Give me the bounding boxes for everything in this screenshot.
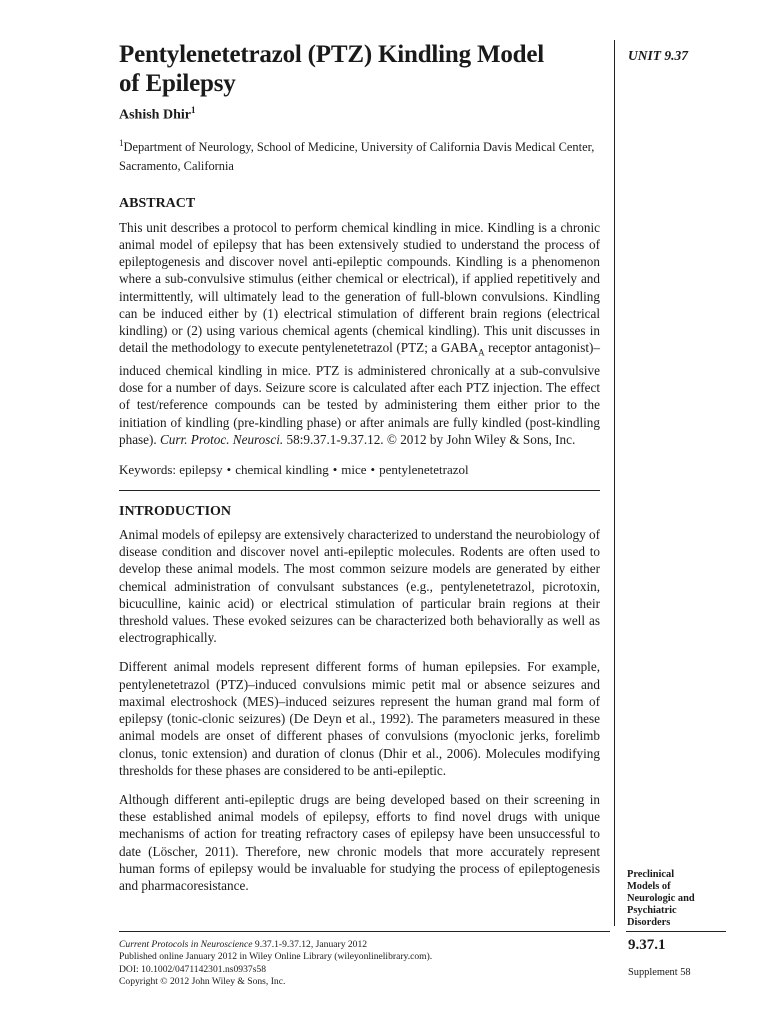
footer-divider [119, 931, 610, 932]
abstract-citation-rest: 58:9.37.1-9.37.12. © 2012 by John Wiley & Sons, Inc. [283, 431, 576, 447]
footer-divider-right [626, 931, 726, 932]
section-name-line: Psychiatric [627, 905, 677, 916]
affiliation-superscript: 1 [119, 137, 124, 148]
section-name-line: Disorders [627, 917, 671, 928]
section-name-line: Models of [627, 881, 671, 892]
section-name-line: Neurologic and [627, 893, 695, 904]
footer-journal: Current Protocols in Neuroscience [119, 939, 253, 950]
section-name [627, 869, 727, 929]
author-name: Ashish Dhir [119, 107, 191, 123]
abstract-text [119, 219, 600, 448]
keyword-item: mice [341, 462, 367, 478]
introduction-paragraph: Although different anti-epileptic drugs are being developed based on their screening in these established animal models of epilepsy, efforts to find novel drugs with unique mechanisms of action for treating refractory cases of epilepsy have been unsuccessful to date (Löscher, 2011). Therefore, new chronic models that more accurately represent human forms of epilepsy would be invaluable for studying the process of epileptogenesis and pharmacoresistance. [119, 791, 600, 893]
page-number: 9.37.1 [628, 937, 666, 953]
abstract-heading: ABSTRACT [119, 195, 196, 211]
keyword-item: chemical kindling [235, 462, 329, 478]
keyword-separator: • [370, 462, 376, 478]
section-name-line: Preclinical [627, 869, 675, 880]
affiliation-text: Department of Neurology, School of Medicine, University of California Davis Medical Center, Sacramento, California [119, 139, 595, 173]
affiliation [119, 134, 600, 176]
author-superscript: 1 [190, 105, 196, 115]
introduction-paragraph: Different animal models represent different forms of human epilepsies. For example, pentylenetetrazol (PTZ)–induced convulsions mimic petit mal or absence seizures and maximal electroshock (MES)–induced seizures represent the human grand mal form of epilepsy (tonic-clonic seizures) (De Deyn et al., 1992). The parameters measured in these animal models are onset of different phases of convulsions (myoclonic jerks, forelimb clonus, tonic extension) and duration of clonus (Dhir et al., 2006). Molecules modifying thresholds for these phases are considered to be anti-epileptic. [119, 659, 600, 778]
author-line [119, 105, 600, 124]
keyword-separator: • [226, 462, 232, 478]
abstract-subscript: A [478, 347, 485, 358]
footer-published: Published online January 2012 in Wiley Online Library (wileyonlinelibrary.com). [119, 951, 433, 963]
footer-journal-pages: 9.37.1-9.37.12, January 2012 [252, 939, 368, 950]
margin-divider-line [614, 40, 615, 926]
main-column [119, 40, 600, 894]
footer-copyright: Copyright © 2012 John Wiley & Sons, Inc. [119, 975, 286, 987]
abstract-text-part2: receptor antagonist)–induced chemical kindling in mice. PTZ is administered chronically at a sub-convulsive dose for a number of days. Seizure score is calculated after each PTZ injection. The effect of test/reference compounds can be tested by administering them either prior to the initiation of kindling (pre-kindling phase) or after animals are fully kindled (post-kindling phase). [119, 340, 600, 447]
keywords-line [119, 462, 600, 478]
unit-label: UNIT 9.37 [628, 48, 688, 63]
abstract-citation-journal: Curr. Protoc. Neurosci. [160, 431, 284, 447]
footer-info [119, 939, 609, 988]
introduction-paragraph: Animal models of epilepsy are extensively characterized to understand the neurobiology of disease condition and discover novel anti-epileptic molecules. Rodents are often used to develop these animal models. The most common seizure models are generated by either chemical administration of convulsant substances (e.g., pentylenetetrazol, picrotoxin, bicuculline, kainic acid) or electrical stimulation of particular brain regions at their threshold values. These evoked seizures can be characterized both behaviorally as well as electrographically. [119, 527, 600, 646]
title-line-2: of Epilepsy [119, 70, 236, 97]
keyword-item: epilepsy [179, 462, 223, 478]
title-line-1: Pentylenetetrazol (PTZ) Kindling Model [119, 41, 544, 68]
keyword-separator: • [332, 462, 338, 478]
supplement-label: Supplement 58 [628, 967, 691, 978]
footer-citation [119, 939, 609, 951]
abstract-text-part1: This unit describes a protocol to perform chemical kindling in mice. Kindling is a chronic animal model of epilepsy that has been extensively studied to understand the process of epileptogenesis and discover novel anti-epileptic compounds. Kindling is a phenomenon where a sub-convulsive stimulus (either chemical or electrical), if applied repetitively and intermittently, will ultimately lead to the generation of full-blown convulsions. Kindling can be induced either by (1) electrical stimulation of different brain regions (electrical kindling) or (2) using various chemical agents (chemical kindling). This unit discusses in detail the methodology to execute pentylenetetrazol (PTZ; a GABA [119, 219, 600, 356]
article-title [119, 40, 600, 98]
section-divider [119, 490, 600, 491]
keywords-label: Keywords: [119, 462, 177, 478]
footer-doi: DOI: 10.1002/0471142301.ns0937s58 [119, 963, 267, 975]
keyword-item: pentylenetetrazol [379, 462, 469, 478]
introduction-heading: INTRODUCTION [119, 504, 232, 520]
